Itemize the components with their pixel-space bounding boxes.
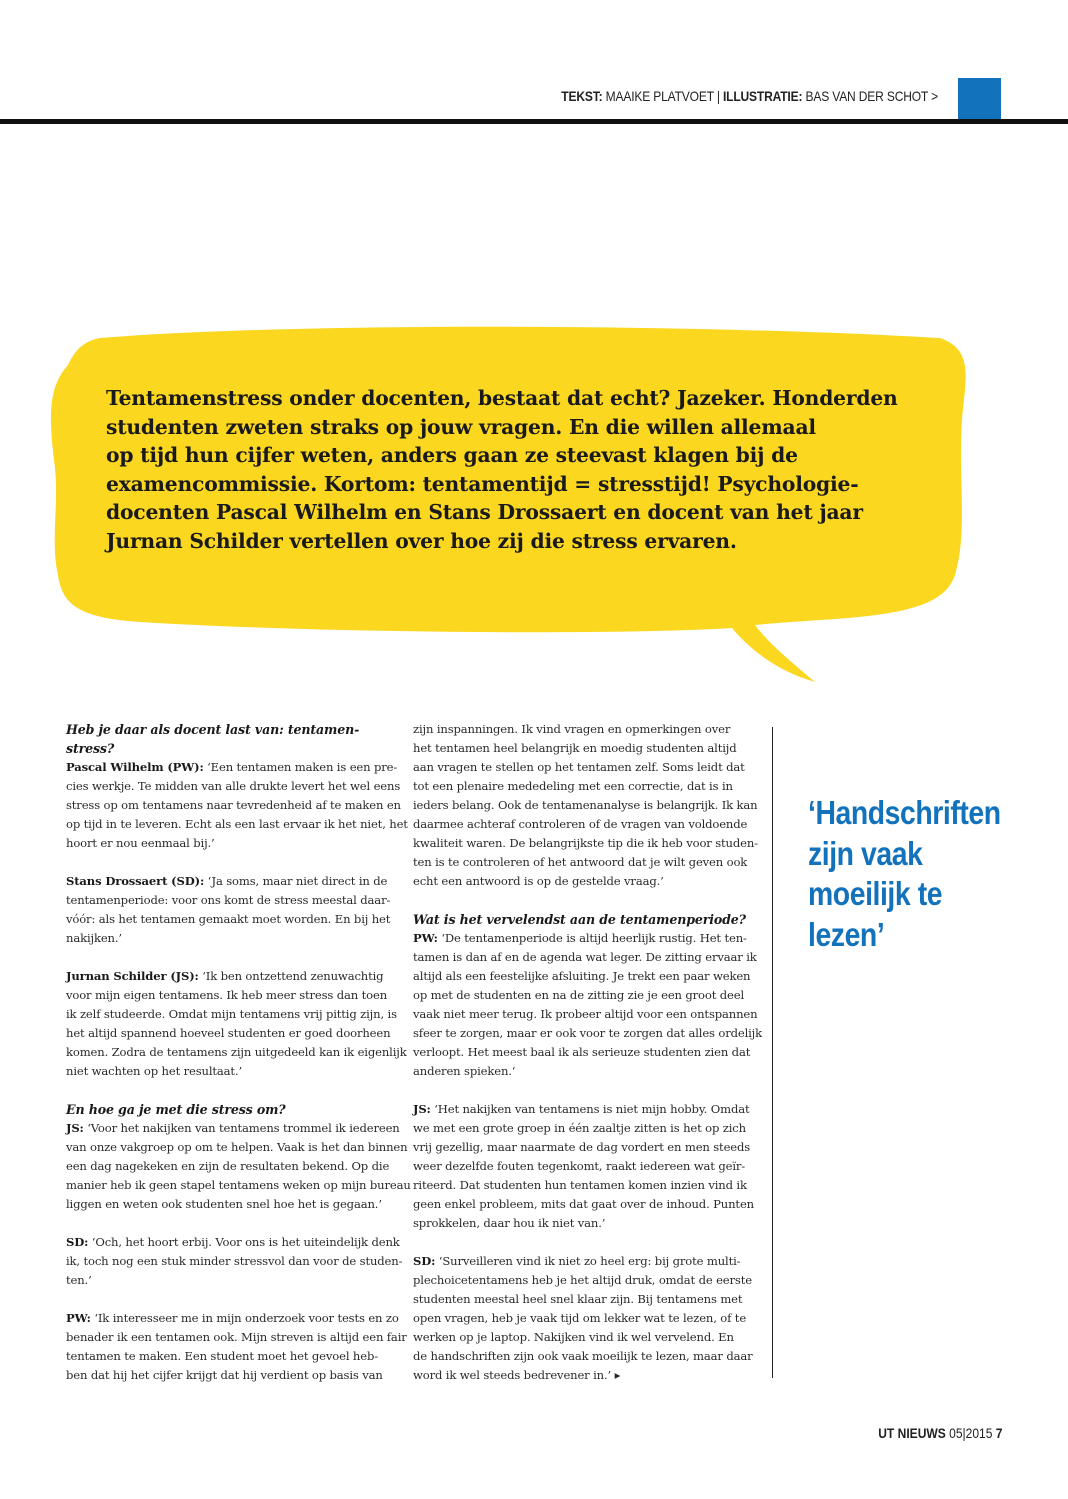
answer-text: ‘Ik interesseer me in mijn onderzoek voor tests en zo [90,1311,399,1325]
answer-line: kwaliteit waren. De belangrijkste tip die ik heb voor studen- [413,836,758,850]
illustrator-name: BAS VAN DER SCHOT > [805,88,938,104]
question-heading: Wat is het vervelendst aan de tentamenperiode? [413,912,746,927]
paragraph-gap [66,1214,396,1233]
answer-line: ben dat hij het cijfer krijgt dat hij verdient op basis van [66,1368,383,1382]
answer-line: op tijd in te leveren. Echt als een last ervaar ik het niet, het [66,817,408,831]
answer-line: we met een grote groep in één zaaltje zitten is het op zich [413,1121,746,1135]
intro-line: studenten zweten straks op jouw vragen. En die willen allemaal [106,414,816,439]
paragraph-gap [66,948,396,967]
issue-number: 05|2015 [948,1425,992,1441]
answer-line: ten is te controleren of het antwoord dat je wilt geven ook [413,855,748,869]
answer-line: riteerd. Dat studenten hun tentamen komen inzien vind ik [413,1178,747,1192]
tekst-label: TEKST: [561,88,603,104]
answer-line: werken op je laptop. Nakijken vind ik wel vervelend. En [413,1330,734,1344]
answer-line: vaak niet meer terug. Ik probeer altijd voor een ontspannen [413,1007,758,1021]
answer-line: anderen spieken.‘ [413,1064,516,1078]
pull-quote-line: moeilijk te [808,875,943,912]
pull-quote-line: ‘Handschriften [808,794,1001,831]
answer-line: komen. Zodra de tentamens zijn uitgedeeld kan ik eigenlijk [66,1045,407,1059]
intro-line: examencommissie. Kortom: tentamentijd = stresstijd! Psychologie- [106,471,859,496]
speaker-label: Pascal Wilhelm (PW): [66,760,204,774]
answer-line [66,1309,399,1328]
answer-line [413,1252,748,1271]
answer-line: weer dezelfde fouten tegenkomt, raakt iedereen wat geïr- [413,1159,746,1173]
answer-line: word ik wel steeds bedrevener in.’ ▸ [413,1368,621,1382]
answer-line: manier heb ik geen stapel tentamens weken op mijn bureau [66,1178,411,1192]
speaker-label: JS: [66,1121,84,1135]
answer-line: zijn inspanningen. Ik vind vragen en opmerkingen over [413,722,731,736]
answer-line: plechoicetentamens heb je het altijd druk, omdat de eerste [413,1273,752,1287]
answer-text: ‘Een tentamen maken is een pre- [203,760,398,774]
answer-text: ‘Ja soms, maar niet direct in de [204,874,388,888]
answer-line: cies werkje. Te midden van alle drukte levert het wel eens [66,779,401,793]
intro-line: Jurnan Schilder vertellen over hoe zij die stress ervaren. [106,528,737,553]
answer-line: studenten meestal heel snel klaar zijn. Bij tentamens met [413,1292,743,1306]
paragraph-gap [413,891,748,910]
author-name: MAAIKE PLATVOET [605,88,714,104]
answer-line: geen enkel probleem, mits dat gaat over de inhoud. Punten [413,1197,754,1211]
answer-line: sprokkelen, daar hou ik niet van.’ [413,1216,606,1230]
page-footer [878,1425,1002,1441]
answer-line: tentamenperiode: voor ons komt de stress meestal daar- [66,893,391,907]
answer-line: sfeer te zorgen, maar er ook voor te zorgen dat alles ordelijk [413,1026,763,1040]
pull-quote-line: lezen’ [808,915,885,953]
answer-text: ‘Het nakijken van tentamens is niet mijn hobby. Omdat [430,1102,750,1116]
answer-text: ‘De tentamenperiode is altijd heerlijk rustig. Het ten- [437,931,747,945]
article-column-1 [66,720,411,1385]
answer-line [66,758,396,777]
answer-line: vóór: als het tentamen gemaakt moet worden. En bij het [66,912,391,926]
answer-line: stress op om tentamens naar tevredenheid af te maken en [66,798,401,812]
answer-line: aan vragen te stellen op het tentamen zelf. Soms leidt dat [413,760,745,774]
answer-line: tentamen te maken. Een student moet het gevoel heb- [66,1349,378,1363]
article-column-2 [413,720,763,1385]
answer-line: echt een antwoord is op de gestelde vraag.’ [413,874,664,888]
column-divider [772,727,773,1378]
answer-line [66,1119,400,1138]
intro-line: op tijd hun cijfer weten, anders gaan ze steevast klagen bij de [106,443,798,468]
answer-line: het tentamen heel belangrijk en moedig studenten altijd [413,741,737,755]
answer-line: de handschriften zijn ook vaak moeilijk te lezen, maar daar [413,1349,753,1363]
speaker-label: SD: [413,1254,436,1268]
question-heading: Heb je daar als docent last van: tentamen- [66,722,360,737]
answer-text: ‘Surveilleren vind ik niet zo heel erg: bij grote multi- [435,1254,741,1268]
answer-line [66,872,396,891]
answer-line: een dag nagekeken en zijn de resultaten bekend. Op die [66,1159,390,1173]
page-number: 7 [995,1425,1002,1441]
answer-text: ‘Voor het nakijken van tentamens trommel ik iedereen [83,1121,400,1135]
answer-line [413,1100,748,1119]
answer-line: hoort er nou eenmaal bij.’ [66,836,215,850]
paragraph-gap [66,1290,396,1309]
answer-line: niet wachten op het resultaat.’ [66,1064,242,1078]
answer-text: ‘Ik ben ontzettend zenuwachtig [198,969,384,983]
answer-line: liggen en weten ook studenten snel hoe het is gegaan.’ [66,1197,382,1211]
answer-line: daarmee achteraf controleren of de vragen van voldoende [413,817,748,831]
speaker-label: JS: [413,1102,431,1116]
answer-line: ieders belang. Ook de tentamenanalyse is belangrijk. Ik kan [413,798,758,812]
illustratie-label: ILLUSTRATIE: [723,88,803,104]
intro-paragraph [106,384,936,556]
answer-line: van onze vakgroep op om te helpen. Vaak is het dan binnen [66,1140,408,1154]
intro-line: docenten Pascal Wilhelm en Stans Drossaert en docent van het jaar [106,500,863,525]
speech-bubble-illustration [0,0,1068,700]
answer-line: ik, toch nog een stuk minder stressvol dan voor de studen- [66,1254,403,1268]
answer-line: nakijken.’ [66,931,122,945]
speaker-label: Stans Drossaert (SD): [66,874,205,888]
answer-line: tamen is dan af en de agenda wat leger. De zitting ervaar ik [413,950,757,964]
answer-line: het altijd spannend hoeveel studenten er goed doorheen [66,1026,391,1040]
answer-line: voor mijn eigen tentamens. Ik heb meer stress dan toen [66,988,388,1002]
question-heading: En hoe ga je met die stress om? [66,1102,286,1117]
speaker-label: PW: [66,1311,91,1325]
answer-line: open vragen, heb je vaak tijd om lekker wat te lezen, of te [413,1311,747,1325]
speaker-label: SD: [66,1235,89,1249]
answer-line: verloopt. Het meest baal ik als serieuze studenten zien dat [413,1045,751,1059]
paragraph-gap [66,1081,396,1100]
paragraph-gap [66,853,396,872]
answer-line: ten.’ [66,1273,92,1287]
publication-name: UT NIEUWS [877,1425,946,1441]
answer-text: ‘Och, het hoort erbij. Voor ons is het uiteindelijk denk [88,1235,400,1249]
paragraph-gap [413,1233,748,1252]
answer-line: benader ik een tentamen ook. Mijn streven is altijd een fair [66,1330,407,1344]
answer-line: tot een plenaire mededeling met een correctie, dat is in [413,779,733,793]
question-heading: stress? [66,741,115,756]
paragraph-gap [413,1081,748,1100]
credit-separator: | [716,88,720,104]
speaker-label: Jurnan Schilder (JS): [66,969,199,983]
answer-line [66,967,396,986]
pull-quote [808,793,1014,955]
answer-line [66,1233,400,1252]
answer-line: ik zelf studeerde. Omdat mijn tentamens vrij pittig zijn, is [66,1007,397,1021]
pull-quote-line: zijn vaak [808,834,923,872]
answer-line [413,929,748,948]
answer-line: altijd als een feestelijke afsluiting. Je trekt een paar weken [413,969,751,983]
answer-line: op met de studenten en na de zitting zie je een groot deel [413,988,745,1002]
speaker-label: PW: [413,931,438,945]
intro-line: Tentamenstress onder docenten, bestaat dat echt? Jazeker. Honderden [106,386,898,410]
answer-line: vrij gezellig, maar naarmate de dag vordert en men steeds [413,1140,751,1154]
